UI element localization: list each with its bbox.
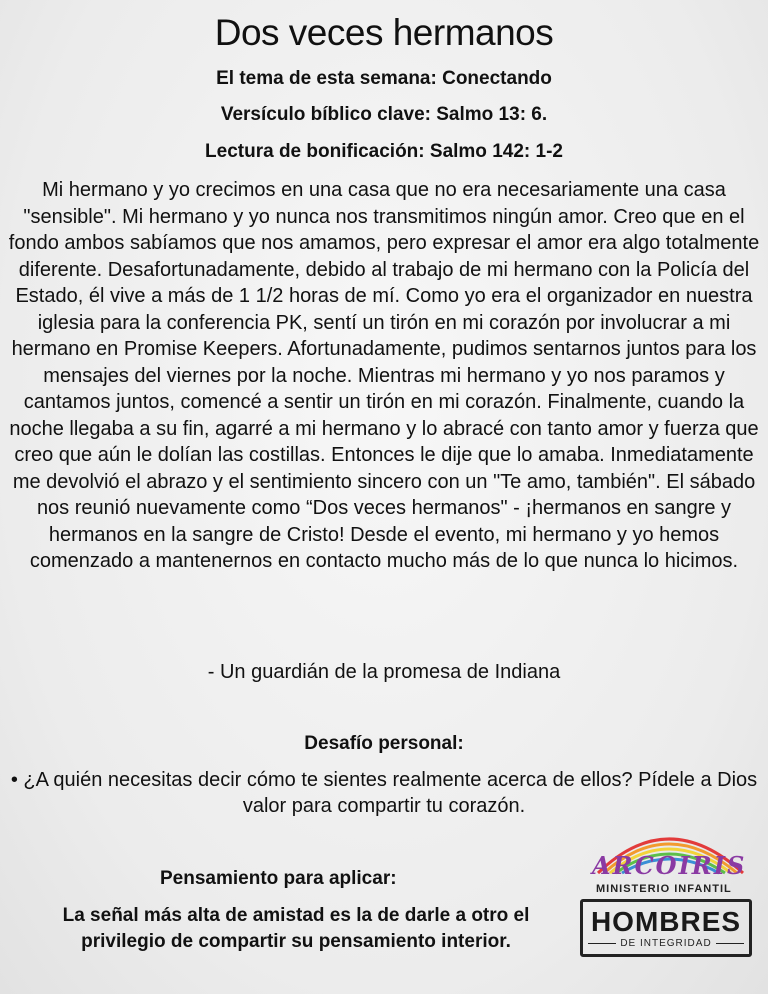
weekly-theme: El tema de esta semana: Conectando (216, 68, 552, 89)
arcoiris-wordmark: ARCOIRIS (592, 851, 747, 880)
hombres-logo-box (580, 899, 752, 957)
challenge-heading: Desafío personal: (304, 733, 464, 754)
hombres-wordmark: HOMBRES (590, 906, 742, 937)
key-verse: Versículo bíblico clave: Salmo 13: 6. (220, 104, 548, 125)
thought-heading: Pensamiento para aplicar: (160, 868, 397, 889)
story-text: Mi hermano y yo crecimos en una casa que no era necesariamente una casa "sensible". Mi hermano y yo nunca nos transmitimos ningún amor. Creo que en el fondo ambos sabíamos que nos amamos, pero expresar el amor era algo totalmente diferente. Desafortunadamente, debido al trabajo de mi hermano con la Policía del Estado, él vive a más de 1 1/2 horas de mí. Como yo era el organizador en nuestra iglesia para la conferencia PK, sentí un tirón en mi corazón por involucrar a mi hermano en Promise Keepers. Afortunadamente, pudimos sentarnos juntos para los mensajes del viernes por la noche. Mientras mi hermano y yo nos paramos y cantamos juntos, comencé a sentir un tirón en mi corazón. Finalmente, cuando la noche llegaba a su fin, agarré a mi hermano y lo abracé con tanto amor y fuerza que creo que aún le dolían las costillas. Entonces le dije que lo amaba. Inmediatamente me devolvió el abrazo y el sentimiento sincero con un "Te amo, también". El sábado nos reunió nuevamente como “Dos veces hermanos" - ¡hermanos en sangre y hermanos en la sangre de Cristo! Desde el evento, mi hermano y yo hemos comenzado a mantenernos en contacto mucho más de lo que nunca lo hicimos. (8, 179, 760, 572)
challenge-text: • ¿A quién necesitas decir cómo te sientes realmente acerca de ellos? Pídele a Dios valor para compartir tu corazón. (10, 769, 758, 817)
thought-text: La señal más alta de amistad es la de darle a otro el privilegio de compartir su pensamiento interior. (62, 905, 530, 952)
hombres-de-integridad-logo (578, 815, 758, 965)
story-signature: - Un guardián de la promesa de Indiana (207, 661, 561, 683)
ministerio-infantil-label: MINISTERIO INFANTIL (596, 883, 732, 895)
bonus-reading: Lectura de bonificación: Salmo 142: 1-2 (205, 141, 563, 162)
de-integridad-label: DE INTEGRIDAD (583, 938, 749, 949)
page-title: Dos veces hermanos (214, 12, 554, 53)
